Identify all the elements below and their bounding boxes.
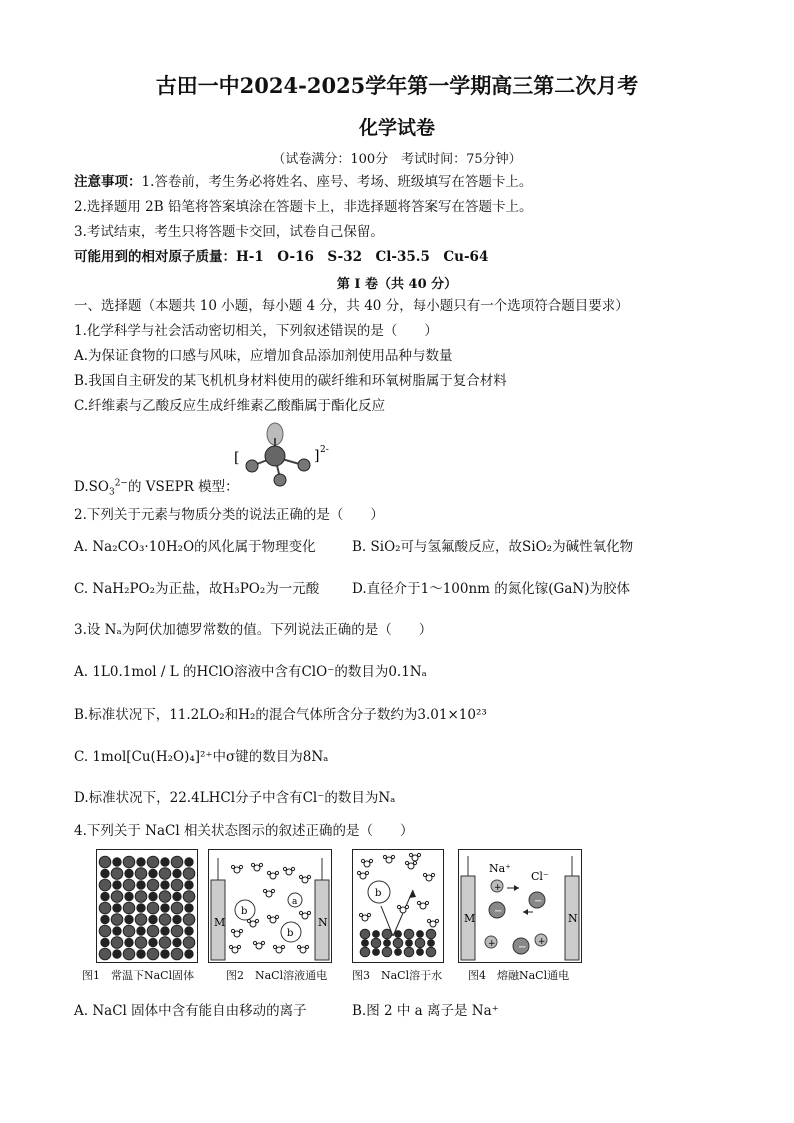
q1-stem: 1.化学科学与社会活动密切相关，下列叙述错误的是（ ）	[74, 323, 438, 339]
particle	[261, 941, 264, 944]
particle	[137, 904, 145, 912]
particle	[291, 867, 294, 870]
particle	[149, 938, 157, 946]
particle	[254, 865, 260, 871]
particle	[405, 905, 408, 908]
svg-text:+: +	[538, 937, 546, 947]
particle	[426, 875, 432, 881]
particle	[276, 947, 282, 953]
svg-text:−: −	[518, 942, 527, 953]
particle	[149, 869, 157, 877]
particle	[123, 902, 135, 914]
particle	[234, 867, 240, 873]
particle	[173, 869, 181, 877]
particle	[113, 927, 121, 935]
particle	[99, 925, 111, 937]
particle	[302, 913, 308, 919]
particle	[386, 857, 392, 863]
particle	[99, 879, 111, 891]
particle	[365, 871, 368, 874]
particle	[299, 911, 302, 914]
particle	[283, 867, 286, 870]
particle	[125, 892, 133, 900]
particle	[395, 931, 402, 938]
particle	[423, 873, 426, 876]
particle	[307, 911, 310, 914]
q2-option-b: B. SiO₂可与氢氟酸反应，故SiO₂为碱性氧化物	[352, 539, 634, 555]
particle	[171, 948, 183, 960]
particle	[253, 941, 256, 944]
particle	[125, 915, 133, 923]
electrode-m-label: M	[214, 916, 226, 929]
q3-stem: 3.设 Nₐ为阿伏加德罗常数的值。下列说法正确的是（ ）	[74, 622, 433, 638]
particle	[111, 914, 123, 926]
particle	[147, 856, 159, 868]
particle	[417, 853, 420, 856]
particle	[101, 892, 109, 900]
particle	[111, 891, 123, 903]
particle	[369, 859, 372, 862]
particle	[259, 863, 262, 866]
particle	[360, 929, 370, 939]
particle	[159, 914, 171, 926]
fig4-molten-nacl	[458, 849, 582, 963]
particle	[173, 938, 181, 946]
fig2-nacl-solution	[208, 849, 332, 963]
particle	[173, 892, 181, 900]
particle	[232, 947, 238, 953]
particle	[125, 869, 133, 877]
particle	[135, 891, 147, 903]
particle	[299, 875, 302, 878]
particle	[405, 861, 408, 864]
particle	[185, 858, 193, 866]
particle	[231, 929, 234, 932]
particle	[364, 861, 370, 867]
q1-option-a: A.为保证食物的口感与风味，应增加食品添加剂使用品种与数量	[74, 348, 453, 364]
particle	[431, 873, 434, 876]
particle	[397, 905, 400, 908]
particle	[417, 901, 420, 904]
particle	[382, 947, 392, 957]
fig1-nacl-solid	[96, 849, 198, 963]
svg-text:+: +	[494, 883, 502, 893]
particle	[267, 871, 270, 874]
particle	[237, 945, 240, 948]
particle	[185, 950, 193, 958]
particle	[101, 938, 109, 946]
particle	[360, 947, 370, 957]
q2-option-d: D.直径介于1～100nm 的氮化镓(GaN)为胶体	[352, 581, 630, 597]
particle	[300, 947, 306, 953]
ion-b-label-1: b	[241, 906, 248, 917]
electrode-n-label: N	[318, 916, 328, 929]
particle	[267, 915, 270, 918]
particle	[123, 948, 135, 960]
particle	[400, 907, 406, 913]
svg-text:−: −	[534, 896, 543, 907]
particle	[391, 855, 394, 858]
particle	[123, 879, 135, 891]
particle	[147, 902, 159, 914]
particle	[275, 915, 278, 918]
particle	[286, 869, 292, 875]
particle	[171, 902, 183, 914]
particle	[359, 913, 362, 916]
particle	[367, 913, 370, 916]
particle	[159, 868, 171, 880]
particle	[384, 940, 391, 947]
q3-option-c: C. 1mol[Cu(H₂O)₄]²⁺中σ键的数目为8Nₐ	[74, 749, 329, 765]
particle	[171, 879, 183, 891]
particle	[362, 915, 368, 921]
q4-option-b: B.图 2 中 a 离子是 Na⁺	[352, 1003, 499, 1019]
particle	[417, 931, 424, 938]
solution-drawing	[209, 850, 331, 962]
particle	[123, 856, 135, 868]
q2-stem: 2.下列关于元素与物质分类的说法正确的是（ ）	[74, 507, 384, 523]
particle	[305, 945, 308, 948]
exam-title: 古田一中2024-2025学年第一学期高三第二次月考	[155, 73, 639, 98]
particle	[185, 881, 193, 889]
particle	[307, 875, 310, 878]
particle	[273, 945, 276, 948]
ion-b-label-3: b	[375, 888, 382, 899]
atomic-mass-line: 可能用到的相对原子质量：H-1 O-16 S-32 Cl-35.5 Cu-64	[74, 249, 489, 265]
particle	[383, 855, 386, 858]
particle	[159, 891, 171, 903]
particle	[256, 943, 262, 949]
particle	[428, 940, 435, 947]
svg-text:+: +	[488, 939, 496, 949]
particle	[297, 945, 300, 948]
q4-option-a: A. NaCl 固体中含有能自由移动的离子	[74, 1003, 307, 1019]
electrode-m-label-4: M	[464, 912, 476, 925]
particle	[415, 938, 425, 948]
particle	[147, 948, 159, 960]
lattice-drawing	[97, 850, 197, 962]
particle	[135, 868, 147, 880]
particle	[185, 904, 193, 912]
particle	[426, 947, 436, 957]
particle	[266, 891, 272, 897]
particle	[159, 937, 171, 949]
na-ion-label: Na⁺	[489, 862, 511, 875]
particle	[404, 929, 414, 939]
particle	[382, 929, 392, 939]
q1-option-b: B.我国自主研发的某飞机机身材料使用的碳纤维和环氧树脂属于复合材料	[74, 373, 507, 389]
particle	[247, 919, 250, 922]
particle	[149, 892, 157, 900]
particle	[430, 921, 436, 927]
svg-text:]: ]	[314, 448, 320, 464]
particle	[371, 938, 381, 948]
particle	[413, 861, 416, 864]
particle	[149, 915, 157, 923]
particle	[171, 856, 183, 868]
vsepr-model-figure	[228, 420, 338, 490]
molten-drawing	[459, 850, 581, 962]
q4-stem: 4.下列关于 NaCl 相关状态图示的叙述正确的是（ ）	[74, 823, 414, 839]
q3-option-b: B.标准状况下，11.2LO₂和H₂的混合气体所含分子数约为3.01×10²³	[74, 707, 487, 723]
particle	[406, 940, 413, 947]
particle	[111, 937, 123, 949]
particle	[263, 889, 266, 892]
particle	[137, 858, 145, 866]
particle	[99, 948, 111, 960]
particle	[373, 949, 380, 956]
particle	[183, 868, 195, 880]
particle	[417, 949, 424, 956]
particle	[250, 921, 256, 927]
particle	[101, 869, 109, 877]
particle	[183, 914, 195, 926]
particle	[111, 868, 123, 880]
particle	[395, 949, 402, 956]
particle	[234, 931, 240, 937]
particle	[137, 927, 145, 935]
particle	[427, 919, 430, 922]
exam-subtitle: 化学试卷	[358, 117, 435, 139]
particle	[99, 902, 111, 914]
particle	[161, 927, 169, 935]
fig3-nacl-dissolving	[352, 849, 444, 963]
particle	[137, 881, 145, 889]
fig1-caption: 图1 常温下NaCl固体	[82, 969, 195, 982]
particle	[239, 865, 242, 868]
fig2-caption: 图2 NaCl溶液通电	[226, 969, 328, 982]
particle	[135, 914, 147, 926]
note-1: 注意事项：1.答卷前，考生务必将姓名、座号、考场、班级填写在答题卡上。	[74, 174, 533, 190]
fig3-caption: 图3 NaCl溶于水	[352, 969, 443, 982]
particle	[185, 927, 193, 935]
particle	[361, 859, 364, 862]
particle	[281, 945, 284, 948]
particle	[239, 929, 242, 932]
particle	[125, 938, 133, 946]
svg-text:[: [	[234, 450, 240, 466]
particle	[271, 889, 274, 892]
particle	[161, 881, 169, 889]
particle	[412, 855, 418, 861]
particle	[231, 865, 234, 868]
particle	[101, 915, 109, 923]
fig4-caption: 图4 熔融NaCl通电	[468, 969, 570, 982]
particle	[113, 858, 121, 866]
ion-b-label-2: b	[287, 928, 294, 939]
particle	[360, 873, 366, 879]
particle	[302, 877, 308, 883]
particle	[420, 903, 426, 909]
particle	[113, 881, 121, 889]
particle	[113, 904, 121, 912]
q3-option-a: A. 1L0.1mol / L 的HClO溶液中含有ClO⁻的数目为0.1Nₐ	[74, 664, 427, 680]
particle	[113, 950, 121, 958]
q1-option-d: $D.SO_3^{2-}$的 VSEPR 模型：	[74, 478, 239, 498]
particle	[147, 925, 159, 937]
cl-ion-label: Cl⁻	[531, 870, 549, 883]
particle	[161, 904, 169, 912]
particle	[135, 937, 147, 949]
particle	[99, 856, 111, 868]
electrode-n-label-4: N	[568, 912, 578, 925]
particle	[161, 858, 169, 866]
particle	[404, 947, 414, 957]
particle	[425, 901, 428, 904]
particle	[183, 891, 195, 903]
exam-meta: （试卷满分：100分 考试时间：75分钟）	[272, 152, 522, 167]
notes-label: 注意事项：	[74, 174, 142, 190]
particle	[171, 925, 183, 937]
vsepr-charge: 2-	[320, 445, 329, 455]
particle	[270, 873, 276, 879]
section-instruction: 一、选择题（本题共 10 小题，每小题 4 分，共 40 分，每小题只有一个选项符合题目要求）	[74, 298, 629, 314]
section-title: 第 I 卷（共 40 分）	[336, 277, 458, 292]
particle	[409, 853, 412, 856]
particle	[270, 917, 276, 923]
q2-option-c: C. NaH₂PO₂为正盐，故H₃PO₂为一元酸	[74, 581, 320, 597]
particle	[435, 919, 438, 922]
particle	[123, 925, 135, 937]
ion-a-label: a	[292, 897, 298, 907]
particle	[255, 919, 258, 922]
dissolve-drawing	[353, 850, 443, 962]
note-2: 2.选择题用 2B 铅笔将答案填涂在答题卡上，非选择题将答案写在答题卡上。	[74, 199, 533, 215]
particle	[357, 871, 360, 874]
q2-option-a: A. Na₂CO₃·10H₂O的风化属于物理变化	[74, 539, 316, 555]
svg-text:−: −	[494, 906, 503, 917]
particle	[147, 879, 159, 891]
particle	[362, 940, 369, 947]
particle	[161, 950, 169, 958]
q1-option-c: C.纤维素与乙酸反应生成纤维素乙酸酯属于酯化反应	[74, 398, 386, 414]
particle	[275, 871, 278, 874]
particle	[183, 937, 195, 949]
particle	[251, 863, 254, 866]
particle	[393, 938, 403, 948]
q3-option-d: D.标准状况下，22.4LHCl分子中含有Cl⁻的数目为Nₐ	[74, 790, 396, 806]
particle	[173, 915, 181, 923]
particle	[229, 945, 232, 948]
particle	[137, 950, 145, 958]
particle	[373, 931, 380, 938]
particle	[426, 929, 436, 939]
particle	[408, 863, 414, 869]
note-3: 3.考试结束，考生只将答题卡交回，试卷自己保留。	[74, 224, 384, 240]
